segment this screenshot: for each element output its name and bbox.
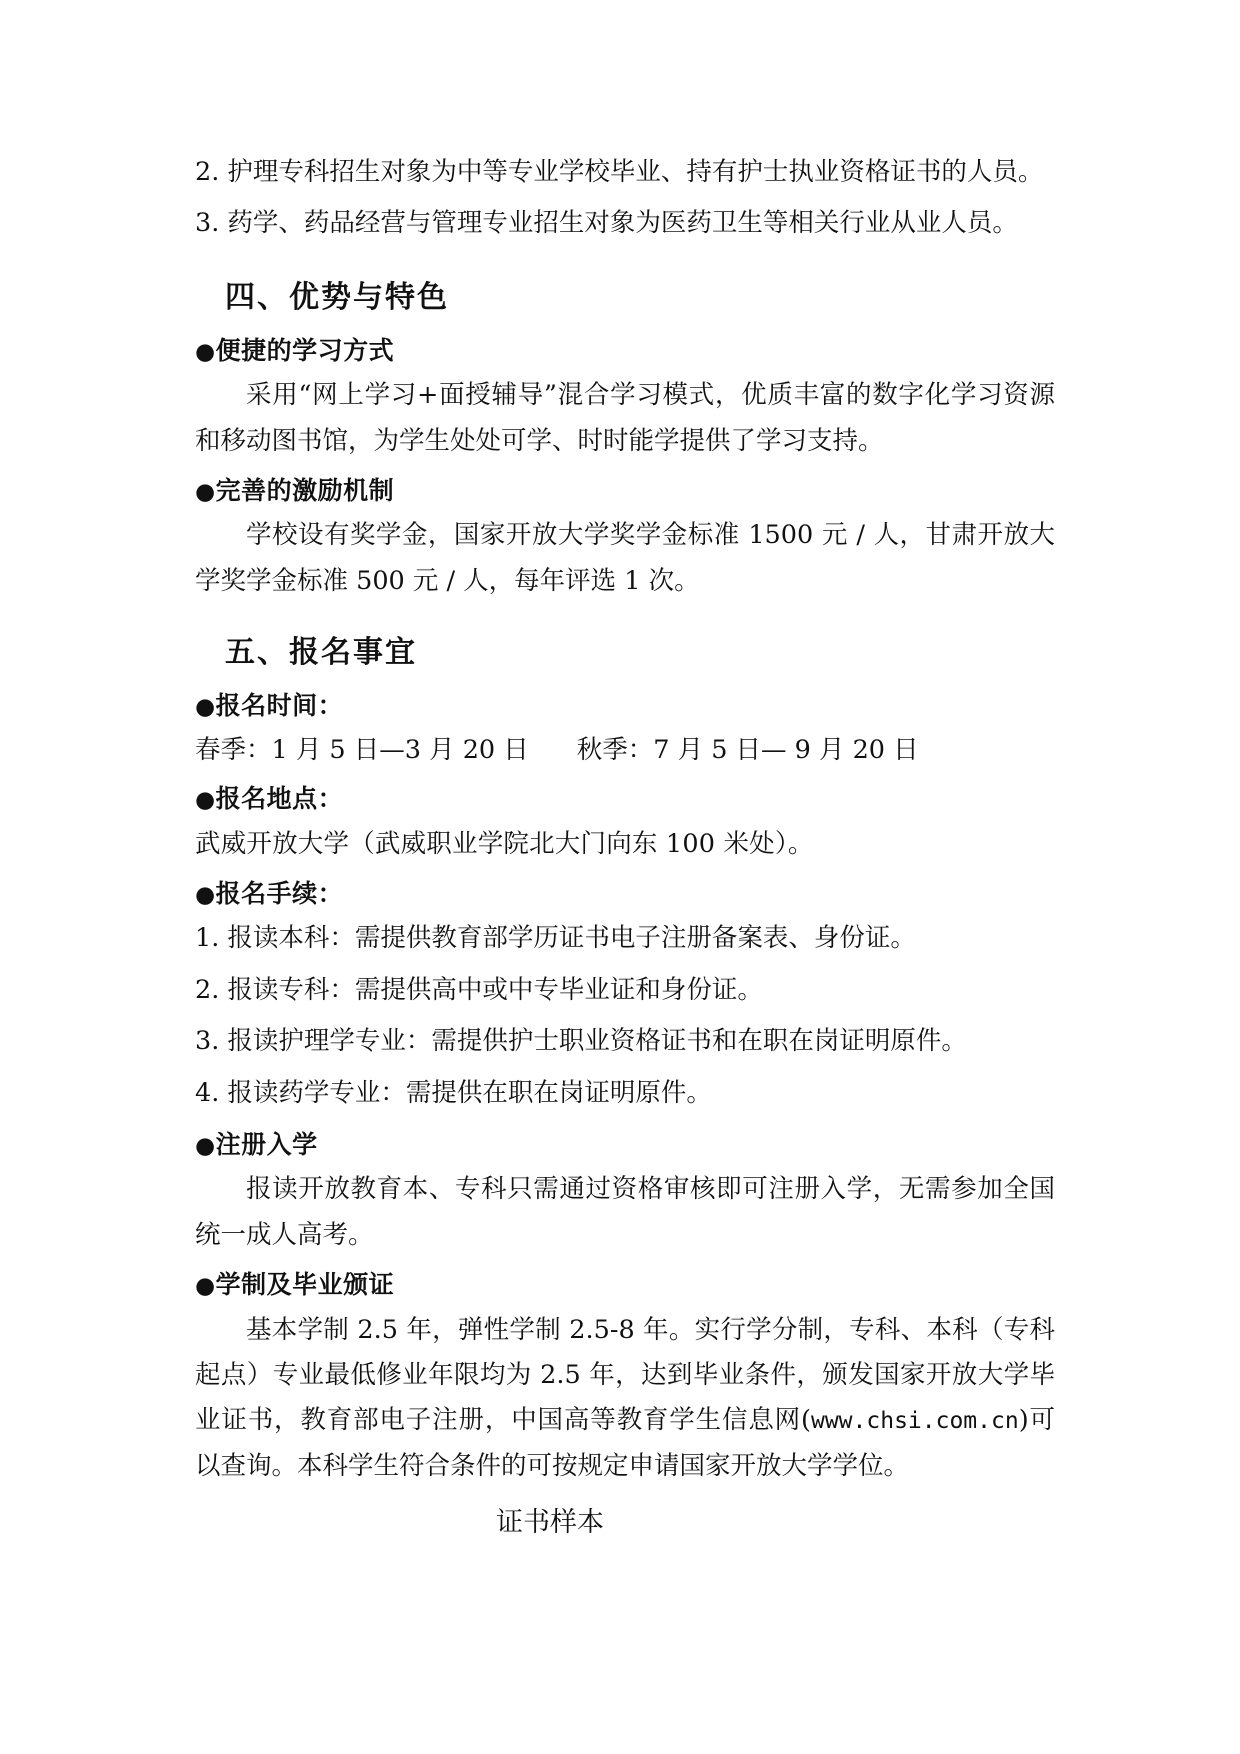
subsection-heading-schooling bbox=[195, 1262, 1055, 1307]
subsection-heading-registration-time bbox=[195, 683, 1055, 728]
subsection-title: 报名手续： bbox=[215, 879, 344, 909]
subsection-heading-registration-procedure bbox=[195, 871, 1055, 916]
paragraph-incentive: 学校设有奖学金，国家开放大学奖学金标准 1500 元 / 人，甘肃开放大学奖学金标准 500 元 / 人，每年评选 1 次。 bbox=[195, 520, 1055, 596]
bullet-icon: ● bbox=[195, 478, 216, 505]
registration-place-text: 武威开放大学（武威职业学院北大门向东 100 米处）。 bbox=[195, 828, 814, 859]
schooling-text-part1: 基本学制 2.5 年，弹性学制 2.5-8 年。实行学分制，专科、本科（专科起点）专业最低修业年限均为 2.5 年，达到毕业条件，颁发国家开放大学毕业证书，教育部电子注册，中国高等教育学生信息网( bbox=[195, 1314, 1055, 1436]
bullet-icon: ● bbox=[195, 694, 216, 721]
chsi-website: www.chsi.com.cn bbox=[810, 1408, 1019, 1435]
list-item: 1. 报读本科：需提供教育部学历证书电子注册备案表、身份证。 bbox=[195, 923, 916, 954]
list-item: 2. 护理专科招生对象为中等专业学校毕业、持有护士执业资格证书的人员。 bbox=[195, 157, 1044, 187]
subsection-title: 便捷的学习方式 bbox=[215, 335, 395, 365]
registration-time-line bbox=[195, 728, 1055, 774]
subsection-title: 报名地点： bbox=[215, 784, 344, 814]
bullet-icon: ● bbox=[195, 338, 216, 365]
bullet-icon: ● bbox=[195, 1132, 216, 1159]
subsection-heading-incentive bbox=[195, 468, 1055, 513]
spacer bbox=[195, 608, 1055, 614]
autumn-term-dates: 秋季：7 月 5 日— 9 月 20 日 bbox=[576, 735, 919, 766]
list-item: 2. 报读专科：需提供高中或中专毕业证和身份证。 bbox=[195, 974, 763, 1005]
schooling-text-part2: )可以查询。本科学生符合条件的可按规定申请国家开放大学学位。 bbox=[195, 1405, 1056, 1481]
list-item: 3. 药学、药品经营与管理专业招生对象为医药卫生等相关行业从业人员。 bbox=[195, 208, 1018, 239]
list-item: 3. 报读护理学专业：需提供护士职业资格证书和在职在岗证明原件。 bbox=[195, 1026, 967, 1057]
subsection-heading-learning-mode bbox=[195, 328, 1055, 373]
bullet-icon: ● bbox=[195, 787, 216, 814]
certificate-sample-caption: 证书样本 bbox=[496, 1507, 604, 1538]
subsection-title: 完善的激励机制 bbox=[215, 475, 395, 505]
bullet-icon: ● bbox=[195, 882, 216, 909]
subsection-heading-enrollment bbox=[195, 1122, 1055, 1167]
spacer bbox=[195, 253, 1055, 259]
subsection-title: 注册入学 bbox=[215, 1129, 318, 1159]
section-heading-five: 五、报名事宜 bbox=[225, 635, 417, 671]
subsection-title: 报名时间： bbox=[215, 691, 344, 721]
subsection-title: 学制及毕业颁证 bbox=[215, 1270, 395, 1300]
paragraph-learning-mode: 采用“网上学习+面授辅导”混合学习模式，优质丰富的数字化学习资源和移动图书馆，为学生处处可学、时时能学提供了学习支持。 bbox=[195, 380, 1055, 456]
section-heading-four: 四、优势与特色 bbox=[225, 279, 449, 315]
document-body bbox=[195, 150, 1055, 1548]
paragraph-schooling bbox=[195, 1308, 1055, 1490]
paragraph-enrollment: 报读开放教育本、专科只需通过资格审核即可注册入学，无需参加全国统一成人高考。 bbox=[195, 1174, 1055, 1250]
list-item: 4. 报读药学专业：需提供在职在岗证明原件。 bbox=[195, 1077, 712, 1108]
spring-term-dates: 春季：1 月 5 日—3 月 20 日 bbox=[195, 735, 529, 766]
bullet-icon: ● bbox=[195, 1273, 216, 1300]
subsection-heading-registration-place bbox=[195, 776, 1055, 821]
